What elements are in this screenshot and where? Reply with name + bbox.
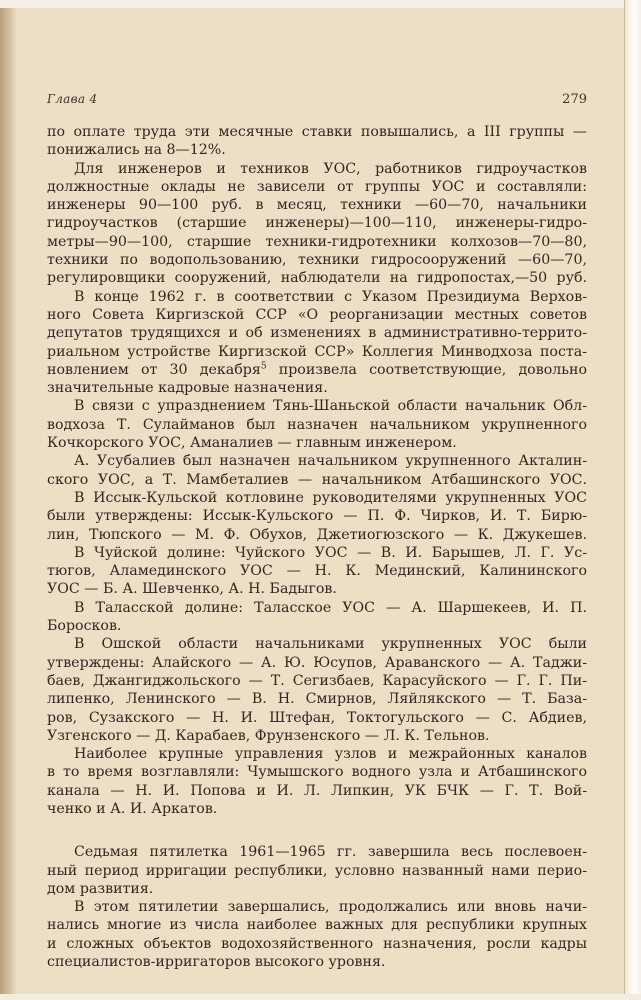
text-line: метры—90—100, старшие техники-гидротехники колхозов—70—80, bbox=[47, 233, 587, 250]
text-line: В конце 1962 г. в соответствии с Указом Президиума Верхов- bbox=[74, 288, 587, 305]
text-line: депутатов трудящихся и об изменениях в административно-террито- bbox=[47, 325, 587, 342]
text-line: тюгов, Аламединского УОС — Н. К. Мединский, Калининского bbox=[47, 563, 587, 580]
text-line: Кочкорского УОС, Аманалиев — главным инженером. bbox=[47, 435, 457, 452]
text-line: Седьмая пятилетка 1961—1965 гг. завершила весь послевоен- bbox=[74, 844, 587, 861]
text-line: УОС — Б. А. Шевченко, А. Н. Бадыгов. bbox=[47, 581, 337, 598]
text-line: гидроучастков (старшие инженеры)—100—110, инженеры-гидро- bbox=[47, 215, 587, 232]
text-line: лин, Тюпского — М. Ф. Обухов, Джетиогюзского — К. Джукешев. bbox=[47, 526, 587, 543]
text-fragment: произвела соответствующие, довольно bbox=[278, 361, 587, 378]
book-spine-shadow bbox=[0, 8, 16, 1000]
text-line-with-footnote bbox=[47, 361, 587, 379]
text-line: инженеры 90—100 руб. в месяц, техники —60—70, начальники bbox=[47, 197, 587, 214]
footnote-mark: 5 bbox=[260, 361, 267, 372]
text-line: риальном устройстве Киргизской ССР» Коллегия Минводхоза поста- bbox=[47, 343, 587, 360]
page-bottom-edge bbox=[0, 994, 641, 1000]
body-text bbox=[47, 123, 587, 971]
text-line: ров, Сузакского — Н. И. Штефан, Токтогульского — С. Абдиев, bbox=[47, 709, 587, 726]
page-top-edge bbox=[0, 0, 641, 8]
text-line: значительные кадровые назначения. bbox=[47, 380, 328, 397]
text-line: В Чуйской долине: Чуйского УОС — В. И. Барышев, Л. Г. Ус- bbox=[74, 544, 587, 561]
text-line: канала — Н. И. Попова и И. Л. Липкин, УК БЧК — Г. Т. Вой- bbox=[47, 782, 587, 799]
text-line: должностные оклады не зависели от группы УОС и составляли: bbox=[47, 178, 587, 195]
text-line: ченко и А. И. Аркатов. bbox=[47, 800, 218, 817]
text-line: и сложных объектов водохозяйственного назначения, росли кадры bbox=[47, 935, 587, 952]
section-gap bbox=[47, 818, 587, 843]
text-line: ный период ирригации республики, условно названный нами перио- bbox=[47, 862, 587, 879]
text-line: специалистов-ирригаторов высокого уровня. bbox=[47, 954, 386, 971]
page-number: 279 bbox=[562, 92, 587, 107]
scan-right-margin bbox=[624, 0, 641, 1000]
text-line: по оплате труда эти месячные ставки повышались, а III группы — bbox=[47, 124, 587, 140]
text-line: А. Усубалиев был назначен начальником укрупненного Акталин- bbox=[74, 453, 587, 470]
text-line: утверждены: Алайского — А. Ю. Юсупов, Араванского — А. Таджи- bbox=[47, 654, 587, 671]
text-line: понижались на 8—12%. bbox=[47, 142, 226, 159]
text-line: баев, Джангиджольского — Т. Сегизбаев, Карасуйского — Г. Г. Пи- bbox=[47, 672, 587, 689]
text-line: В Иссык-Кульской котловине руководителями укрупненных УОС bbox=[74, 489, 587, 506]
text-fragment: новлением от 30 декабря bbox=[47, 361, 261, 378]
text-line: В Ошской области начальниками укрупненных УОС были bbox=[74, 636, 587, 653]
text-line: водхоза Т. Сулайманов был назначен начальником укрупненного bbox=[47, 416, 587, 433]
text-line: Узгенского — Д. Карабаев, Фрунзенского — Л. К. Тельнов. bbox=[47, 727, 490, 744]
text-line: ского УОС, а Т. Мамбеталиев — начальником Атбашинского УОС. bbox=[47, 471, 587, 488]
text-line: В этом пятилетии завершались, продолжались или вновь начи- bbox=[74, 899, 587, 916]
text-line: были утверждены: Иссык-Кульского — П. Ф. Чирков, И. Т. Бирю- bbox=[47, 508, 587, 525]
text-line: регулировщики сооружений, наблюдатели на гидропостах,—50 руб. bbox=[47, 270, 587, 287]
text-line: в то время возглавляли: Чумышского водного узла и Атбашинского bbox=[47, 764, 587, 781]
chapter-title: Глава 4 bbox=[47, 92, 98, 106]
text-line: В Таласской долине: Таласское УОС — А. Шаршекеев, И. П. bbox=[74, 599, 587, 616]
text-line: техники по водопользованию, техники гидросооружений —60—70, bbox=[47, 252, 587, 269]
text-line: нались многие из числа наиболее важных для республики крупных bbox=[47, 917, 587, 934]
text-line: ного Совета Киргизской ССР «О реорганизации местных советов bbox=[47, 306, 587, 323]
text-line: Боросков. bbox=[47, 618, 122, 635]
text-line: дом развития. bbox=[47, 880, 154, 897]
text-line: Для инженеров и техников УОС, работников гидроучастков bbox=[74, 160, 587, 177]
text-line: В связи с упразднением Тянь-Шаньской области начальник Обл- bbox=[74, 398, 587, 415]
running-head bbox=[47, 92, 587, 110]
text-line: липенко, Ленинского — В. Н. Смирнов, Ляйлякского — Т. База- bbox=[47, 691, 587, 708]
text-line: Наиболее крупные управления узлов и межрайонных каналов bbox=[74, 746, 587, 763]
